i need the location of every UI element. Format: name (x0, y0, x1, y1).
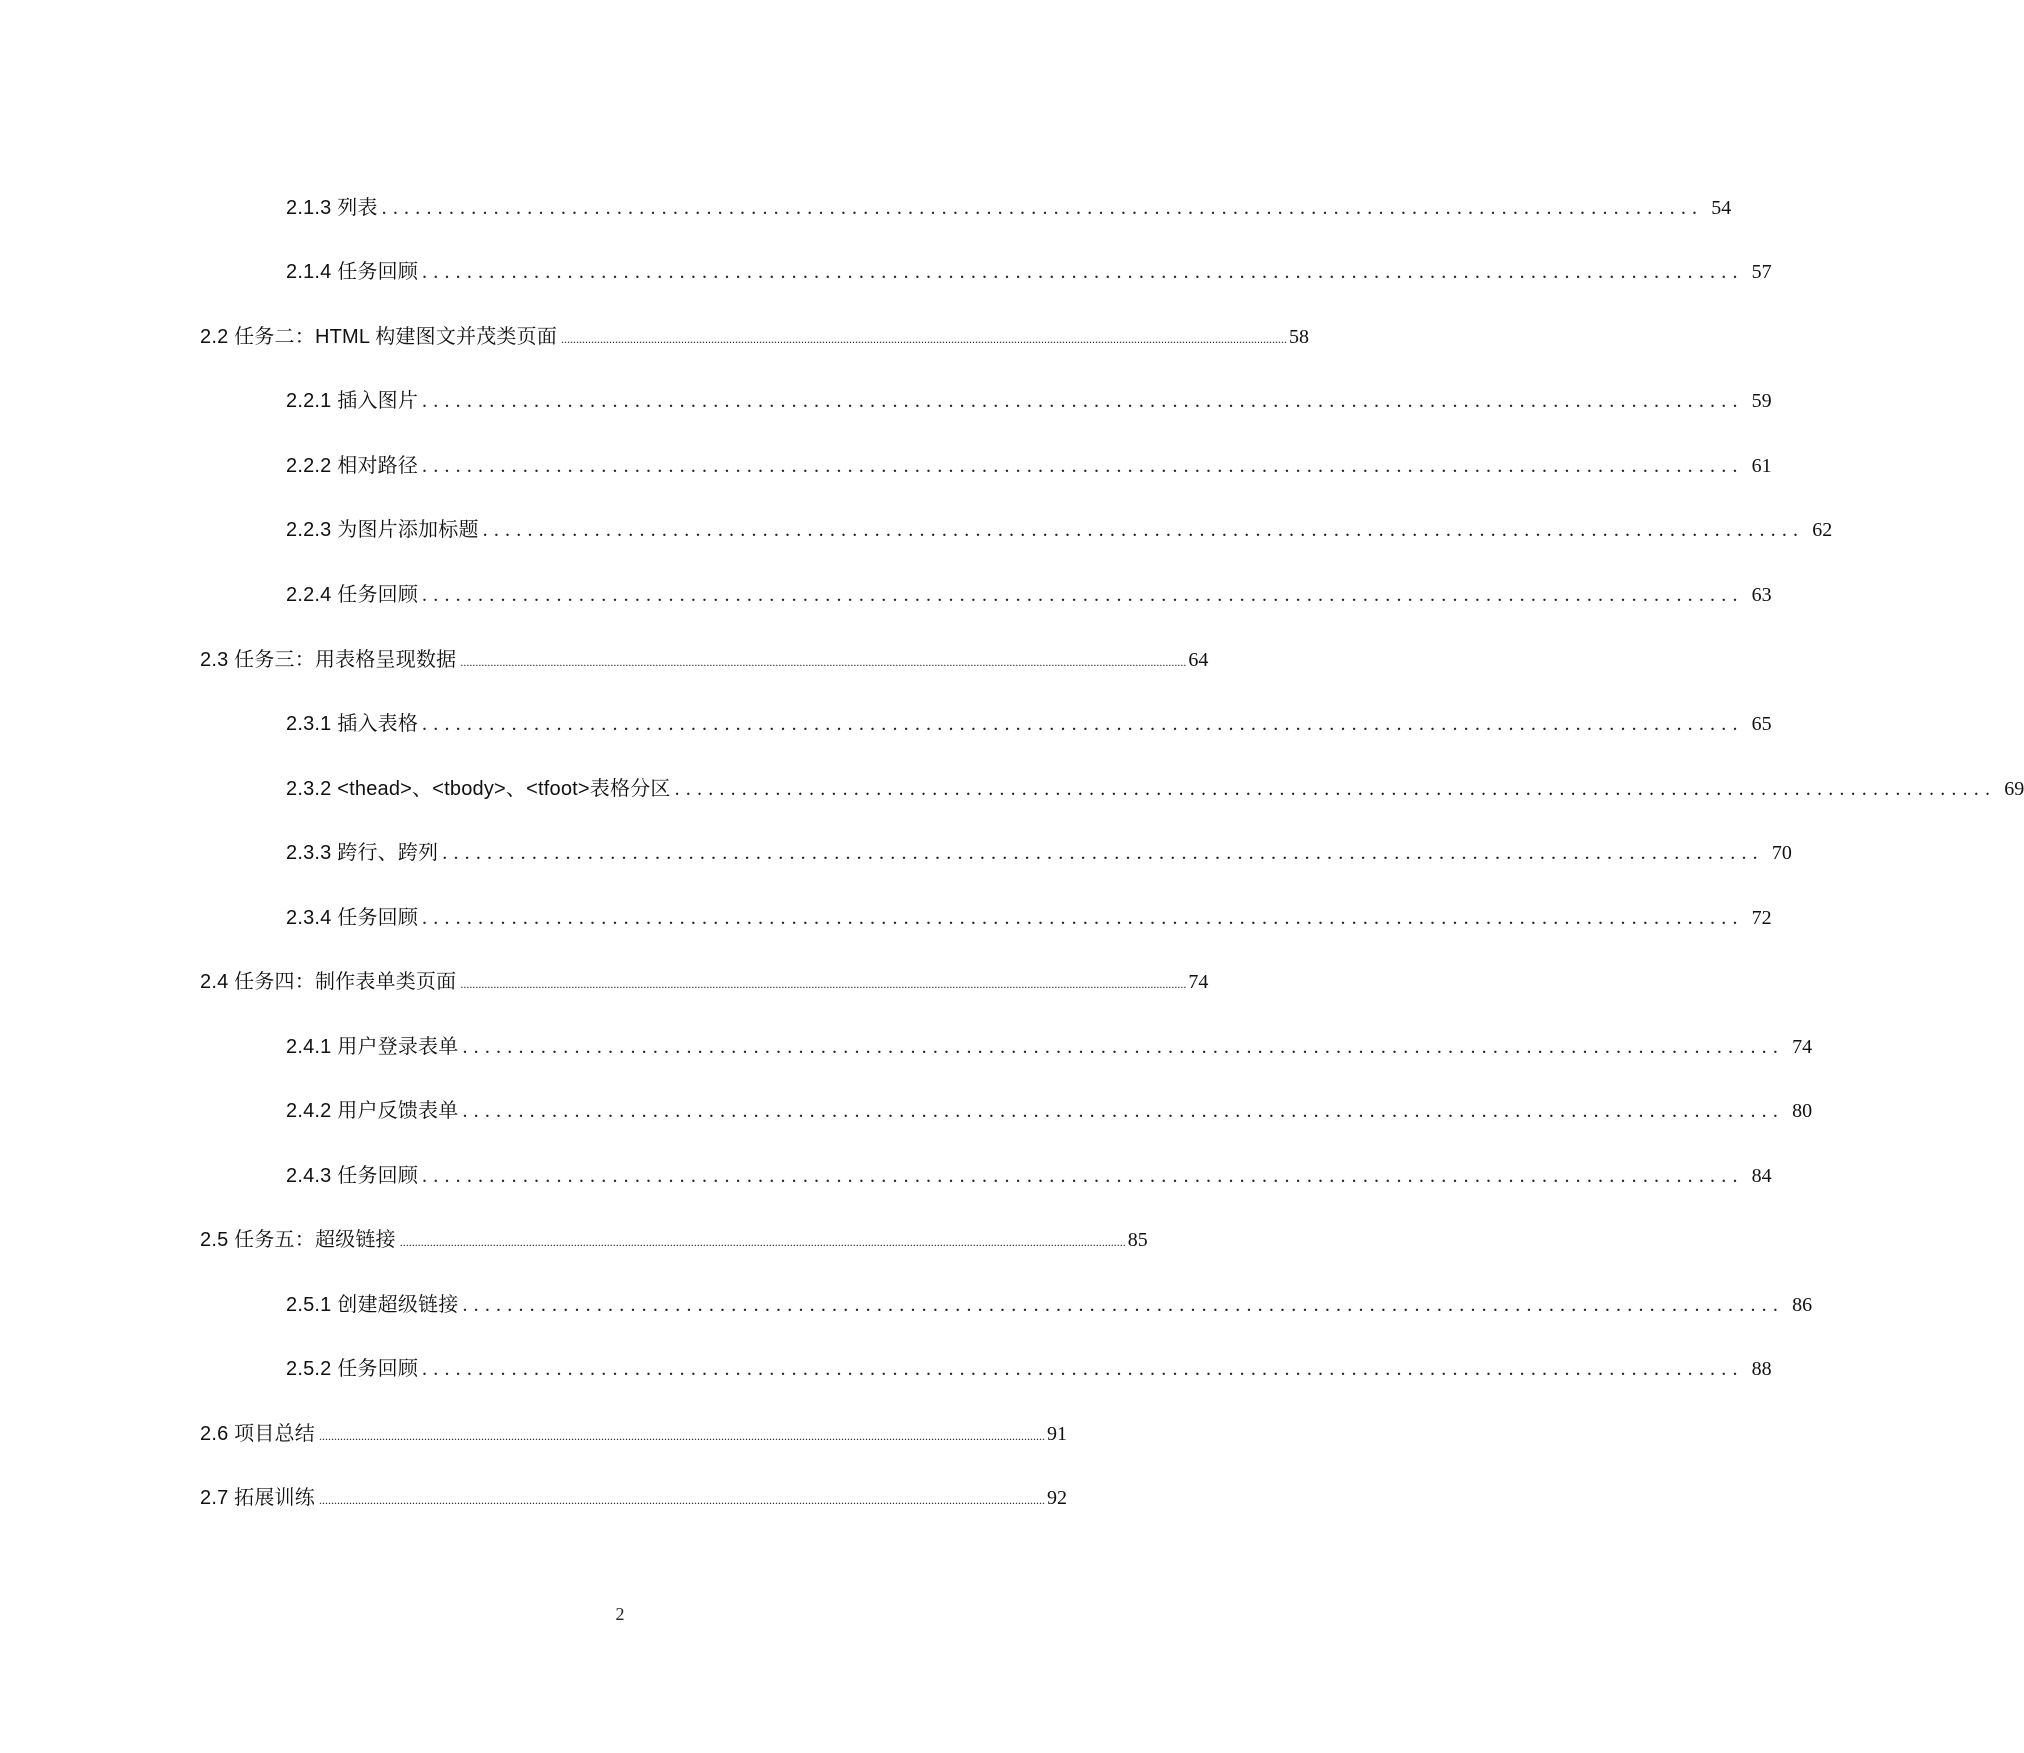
toc-dot-leader: ...................................................................................................................... (422, 455, 1744, 477)
toc-entry-title: 2.5.2 任务回顾 (286, 1358, 419, 1380)
toc-entry[interactable] (200, 1483, 1067, 1513)
toc-entry[interactable] (200, 322, 1310, 352)
toc-entry-page: 62 (1812, 519, 1833, 541)
toc-entry[interactable] (200, 645, 1209, 675)
page-number: 2 (615, 1604, 625, 1624)
toc-entry-page: 74 (1792, 1036, 1813, 1058)
toc-entry-title: 2.2.1 插入图片 (286, 390, 419, 412)
toc-dot-leader: ...................................................................................................................... (422, 1358, 1744, 1380)
toc-entry-page: 61 (1751, 455, 1772, 477)
toc-dot-leader: ...................................................................................................................... (462, 1036, 1785, 1058)
toc-entry-title: 2.7 拓展训练 (200, 1487, 315, 1509)
toc-entry-title: 2.1.4 任务回顾 (286, 261, 419, 283)
toc-dot-leader: ...................................................................................................................... (462, 1294, 1785, 1316)
toc-entry-page: 57 (1751, 261, 1772, 283)
toc-entry-page: 59 (1751, 390, 1772, 412)
toc-entry-title: 2.4.1 用户登录表单 (286, 1036, 459, 1058)
toc-dot-leader: ...................................................................................................................... (422, 907, 1744, 929)
toc-entry-page: 70 (1771, 842, 1792, 864)
toc-entry[interactable] (200, 1225, 1148, 1255)
toc-entry-title: 2.3.1 插入表格 (286, 713, 419, 735)
toc-entry-page: 63 (1751, 584, 1772, 606)
toc-entry[interactable] (286, 257, 1772, 287)
toc-dot-leader: .................................................................................................................................................................................................................................................. (561, 332, 1288, 346)
toc-entry-page: 72 (1751, 907, 1772, 929)
toc-entry-title: 2.3.2 <thead>、<tbody>、<tfoot>表格分区 (286, 778, 671, 800)
toc-entry[interactable] (286, 1161, 1772, 1191)
toc-entry-title: 2.3.4 任务回顾 (286, 907, 419, 929)
toc-dot-leader: .................................................................................................................................................................................................................................................. (460, 977, 1187, 991)
toc-entry[interactable] (286, 193, 1732, 223)
toc-entry[interactable] (286, 1354, 1772, 1384)
toc-dot-leader: ...................................................................................................................... (462, 1100, 1785, 1122)
toc-entry[interactable] (286, 774, 2024, 804)
toc-entry-title: 2.4 任务四：制作表单类页面 (200, 971, 457, 993)
toc-entry-page: 80 (1792, 1100, 1813, 1122)
toc-dot-leader: ...................................................................................................................... (674, 778, 1997, 800)
toc-dot-leader: .................................................................................................................................................................................................................................................. (460, 655, 1187, 669)
toc-entry-page: 54 (1711, 197, 1732, 219)
toc-entry[interactable] (286, 709, 1772, 739)
toc-entry-title: 2.4.2 用户反馈表单 (286, 1100, 459, 1122)
toc-dot-leader: ...................................................................................................................... (482, 519, 1805, 541)
toc-dot-leader: ...................................................................................................................... (422, 390, 1744, 412)
toc-entry-title: 2.1.3 列表 (286, 197, 378, 219)
toc-entry[interactable] (286, 515, 1833, 545)
toc-entry-title: 2.5.1 创建超级链接 (286, 1294, 459, 1316)
toc-entry[interactable] (286, 1032, 1813, 1062)
toc-entry-title: 2.2 任务二：HTML 构建图文并茂类页面 (200, 326, 558, 348)
toc-entry-title: 2.5 任务五：超级链接 (200, 1229, 396, 1251)
toc-entry-page: 58 (1289, 326, 1310, 348)
toc-entry-page: 69 (2004, 778, 2024, 800)
toc-entry-title: 2.2.3 为图片添加标题 (286, 519, 479, 541)
toc-entry-page: 64 (1188, 649, 1209, 671)
toc-entry-page: 85 (1127, 1229, 1148, 1251)
toc-dot-leader: .................................................................................................................................................................................................................................................. (399, 1235, 1126, 1249)
toc-entry[interactable] (200, 967, 1209, 997)
toc-dot-leader: ...................................................................................................................... (422, 713, 1744, 735)
toc-dot-leader: ...................................................................................................................... (381, 197, 1704, 219)
toc-entry-title: 2.3.3 跨行、跨列 (286, 842, 439, 864)
toc-entry-title: 2.4.3 任务回顾 (286, 1165, 419, 1187)
toc-dot-leader: ...................................................................................................................... (422, 261, 1744, 283)
toc-entry-title: 2.3 任务三：用表格呈现数据 (200, 649, 457, 671)
toc-dot-leader: .................................................................................................................................................................................................................................................. (318, 1493, 1045, 1507)
toc-entry-title: 2.2.4 任务回顾 (286, 584, 419, 606)
toc-dot-leader: ...................................................................................................................... (422, 584, 1744, 606)
toc-entry[interactable] (286, 1096, 1813, 1126)
toc-entry-page: 92 (1046, 1487, 1067, 1509)
toc-entry-page: 65 (1751, 713, 1772, 735)
toc-entry[interactable] (286, 838, 1792, 868)
toc-entry[interactable] (286, 1290, 1813, 1320)
toc-dot-leader: .................................................................................................................................................................................................................................................. (318, 1429, 1045, 1443)
toc-entry[interactable] (286, 386, 1772, 416)
toc-entry-page: 86 (1792, 1294, 1813, 1316)
toc-entry-page: 84 (1751, 1165, 1772, 1187)
toc-dot-leader: ...................................................................................................................... (442, 842, 1764, 864)
toc-entry[interactable] (200, 1419, 1067, 1449)
toc-entry-title: 2.6 项目总结 (200, 1423, 315, 1445)
toc-entry-title: 2.2.2 相对路径 (286, 455, 419, 477)
toc-dot-leader: ...................................................................................................................... (422, 1165, 1744, 1187)
toc-entry[interactable] (286, 903, 1772, 933)
toc-entry[interactable] (286, 580, 1772, 610)
toc-entry-page: 91 (1046, 1423, 1067, 1445)
toc-entry-page: 74 (1188, 971, 1209, 993)
toc-entry[interactable] (286, 451, 1772, 481)
toc-entry-page: 88 (1751, 1358, 1772, 1380)
